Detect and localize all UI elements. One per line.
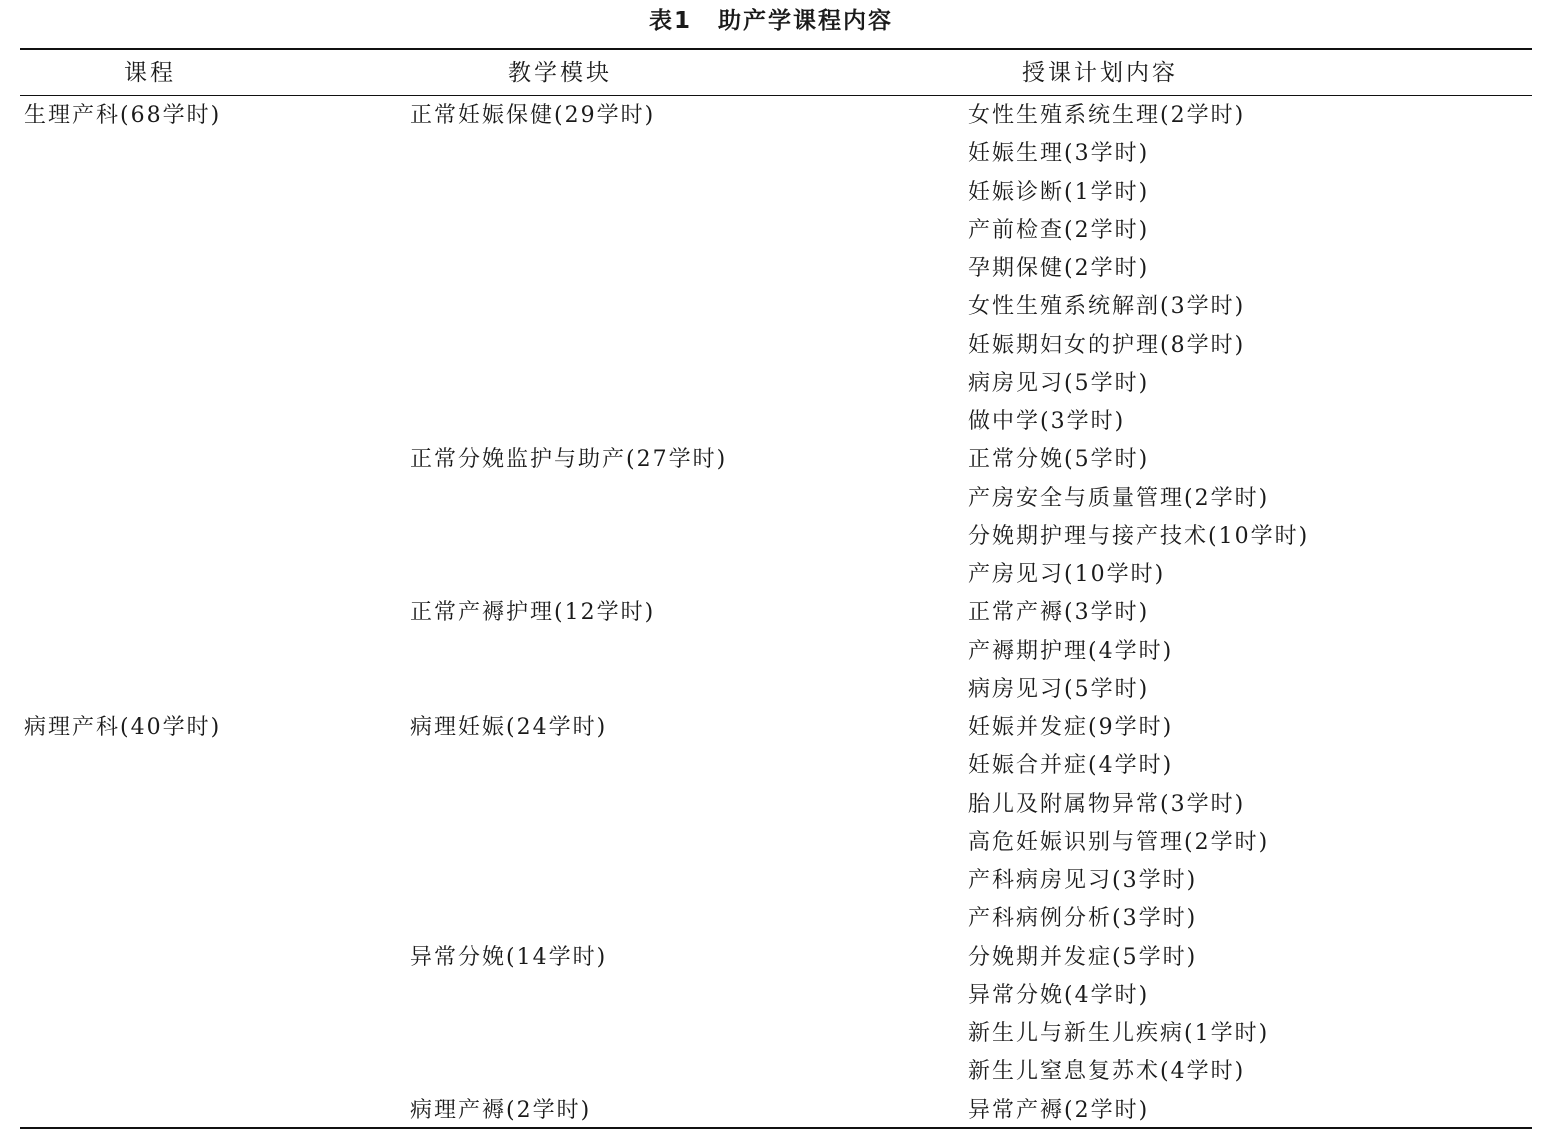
content-cell: 异常分娩(4学时) bbox=[968, 982, 1150, 1008]
content-cell: 女性生殖系统解剖(3学时) bbox=[968, 294, 1246, 320]
table-row bbox=[0, 939, 1542, 977]
table-row bbox=[0, 556, 1542, 594]
table-caption bbox=[0, 6, 1542, 36]
table-bottom-rule bbox=[20, 1127, 1532, 1129]
module-cell: 异常分娩(14学时) bbox=[410, 944, 608, 970]
content-cell: 分娩期并发症(5学时) bbox=[968, 944, 1198, 970]
table-row bbox=[0, 786, 1542, 824]
content-cell: 分娩期护理与接产技术(10学时) bbox=[968, 523, 1310, 549]
table-row bbox=[0, 900, 1542, 938]
content-cell: 病房见习(5学时) bbox=[968, 370, 1150, 396]
course-cell: 病理产科(40学时) bbox=[24, 715, 222, 740]
content-cell: 女性生殖系统生理(2学时) bbox=[968, 103, 1246, 128]
content-cell: 病房见习(5学时) bbox=[968, 676, 1150, 702]
table-title: 助产学课程内容 bbox=[718, 8, 893, 34]
course-cell: 生理产科(68学时) bbox=[24, 103, 222, 128]
content-cell: 产房安全与质量管理(2学时) bbox=[968, 485, 1270, 511]
content-cell: 高危妊娠识别与管理(2学时) bbox=[968, 829, 1270, 855]
content-cell: 正常产褥(3学时) bbox=[968, 600, 1150, 626]
column-header-course: 课程 bbox=[124, 60, 176, 86]
table-row bbox=[0, 747, 1542, 785]
module-cell: 正常妊娠保健(29学时) bbox=[410, 103, 656, 128]
content-cell: 产科病房见习(3学时) bbox=[968, 868, 1198, 893]
content-cell: 产科病例分析(3学时) bbox=[968, 906, 1198, 932]
table-row bbox=[0, 1092, 1542, 1130]
content-cell: 新生儿窒息复苏术(4学时) bbox=[968, 1059, 1246, 1085]
table-row bbox=[0, 824, 1542, 862]
table-row bbox=[0, 288, 1542, 326]
table-row bbox=[0, 671, 1542, 709]
table-row bbox=[0, 174, 1542, 212]
content-cell: 正常分娩(5学时) bbox=[968, 447, 1150, 473]
content-cell: 新生儿与新生儿疾病(1学时) bbox=[968, 1021, 1270, 1046]
table-row bbox=[0, 709, 1542, 747]
content-cell: 妊娠并发症(9学时) bbox=[968, 715, 1174, 740]
table-row bbox=[0, 518, 1542, 556]
table-row bbox=[0, 977, 1542, 1015]
content-cell: 孕期保健(2学时) bbox=[968, 256, 1150, 281]
table-row bbox=[0, 633, 1542, 671]
content-cell: 妊娠生理(3学时) bbox=[968, 141, 1150, 167]
module-cell: 病理产褥(2学时) bbox=[410, 1097, 592, 1123]
table-row bbox=[0, 365, 1542, 403]
content-cell: 产房见习(10学时) bbox=[968, 562, 1166, 587]
module-cell: 病理妊娠(24学时) bbox=[410, 715, 608, 740]
module-cell: 正常分娩监护与助产(27学时) bbox=[410, 447, 728, 473]
table-row bbox=[0, 250, 1542, 288]
content-cell: 产褥期护理(4学时) bbox=[968, 638, 1174, 664]
table-row bbox=[0, 97, 1542, 135]
content-cell: 产前检查(2学时) bbox=[968, 217, 1150, 243]
table-row bbox=[0, 212, 1542, 250]
table-row bbox=[0, 480, 1542, 518]
table-header-rule bbox=[20, 95, 1532, 96]
column-header-module: 教学模块 bbox=[508, 60, 612, 86]
table-row bbox=[0, 594, 1542, 632]
table-row bbox=[0, 403, 1542, 441]
content-cell: 做中学(3学时) bbox=[968, 409, 1126, 434]
table-row bbox=[0, 1015, 1542, 1053]
table-row bbox=[0, 862, 1542, 900]
table-row bbox=[0, 327, 1542, 365]
content-cell: 异常产褥(2学时) bbox=[968, 1097, 1150, 1123]
content-cell: 妊娠期妇女的护理(8学时) bbox=[968, 332, 1246, 358]
content-cell: 妊娠诊断(1学时) bbox=[968, 179, 1150, 205]
table-number: 表1 bbox=[648, 8, 692, 34]
column-header-content: 授课计划内容 bbox=[1022, 60, 1178, 86]
table-row bbox=[0, 1053, 1542, 1091]
content-cell: 妊娠合并症(4学时) bbox=[968, 753, 1174, 779]
table-body bbox=[0, 97, 1542, 1130]
table-row bbox=[0, 135, 1542, 173]
table-row bbox=[0, 441, 1542, 479]
table-top-rule bbox=[20, 48, 1532, 50]
module-cell: 正常产褥护理(12学时) bbox=[410, 600, 656, 626]
content-cell: 胎儿及附属物异常(3学时) bbox=[968, 791, 1246, 817]
